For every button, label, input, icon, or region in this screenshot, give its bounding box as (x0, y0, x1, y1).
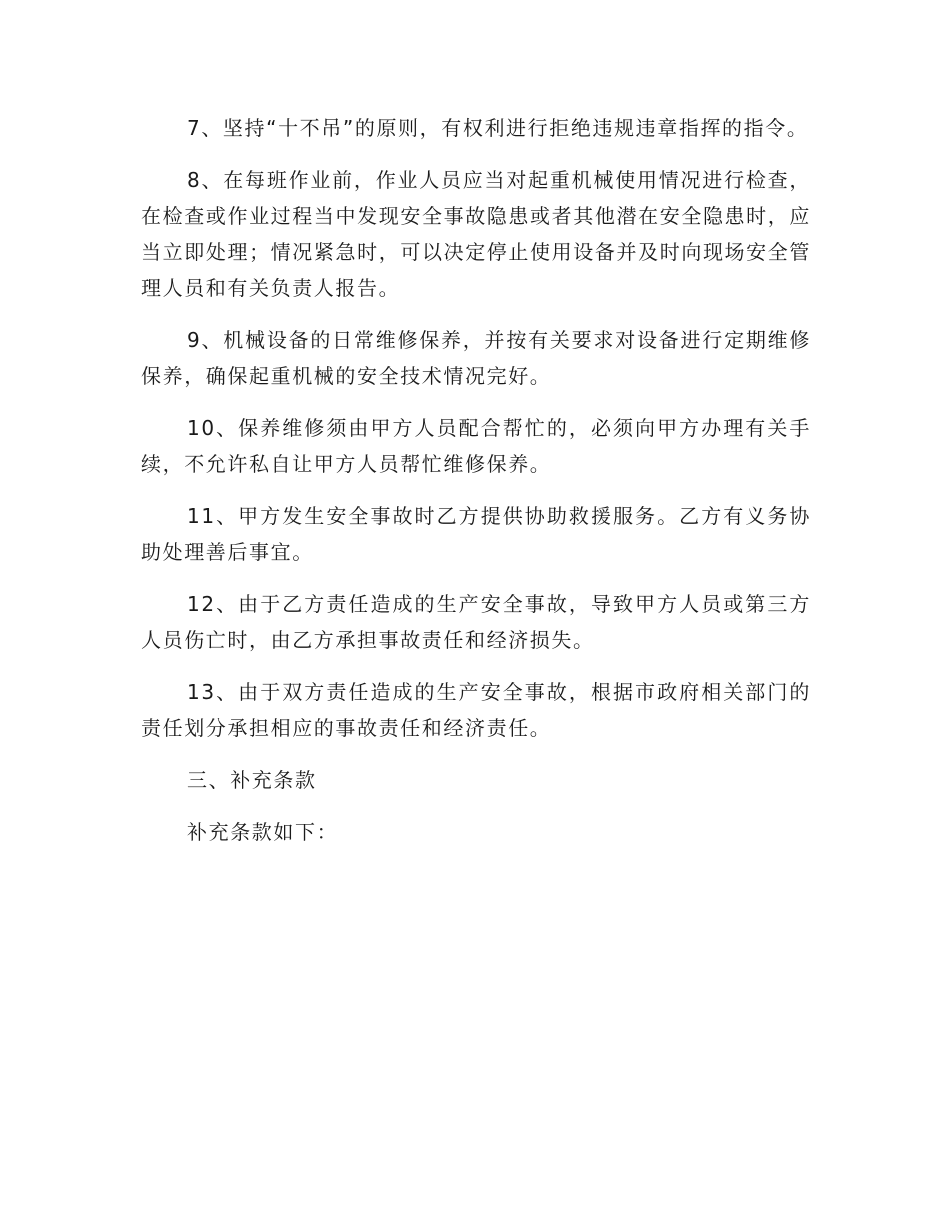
supplement-intro: 补充条款如下： (187, 820, 339, 844)
clause-13: 13、由于双方责任造成的生产安全事故，根据市政府相关部门的责任划分承担相应的事故责任和经济责任。 (141, 680, 811, 740)
clause-7: 7、坚持“十不吊”的原则，有权利进行拒绝违规违章指挥的指令。 (187, 116, 809, 140)
clause-12: 12、由于乙方责任造成的生产安全事故，导致甲方人员或第三方人员伤亡时，由乙方承担事故责任和经济损失。 (141, 592, 811, 652)
clause-9: 9、机械设备的日常维修保养，并按有关要求对设备进行定期维修保养，确保起重机械的安全技术情况完好。 (141, 328, 811, 388)
clause-11: 11、甲方发生安全事故时乙方提供协助救援服务。乙方有义务协助处理善后事宜。 (141, 504, 811, 564)
document-body (141, 110, 811, 866)
section-heading-supplement: 三、补充条款 (187, 768, 317, 792)
clause-8: 8、在每班作业前，作业人员应当对起重机械使用情况进行检查，在检查或作业过程当中发现安全事故隐患或者其他潜在安全隐患时，应当立即处理；情况紧急时，可以决定停止使用设备并及时向现场安全管理人员和有关负责人报告。 (141, 168, 811, 300)
clause-10: 10、保养维修须由甲方人员配合帮忙的，必须向甲方办理有关手续，不允许私自让甲方人员帮忙维修保养。 (141, 416, 811, 476)
